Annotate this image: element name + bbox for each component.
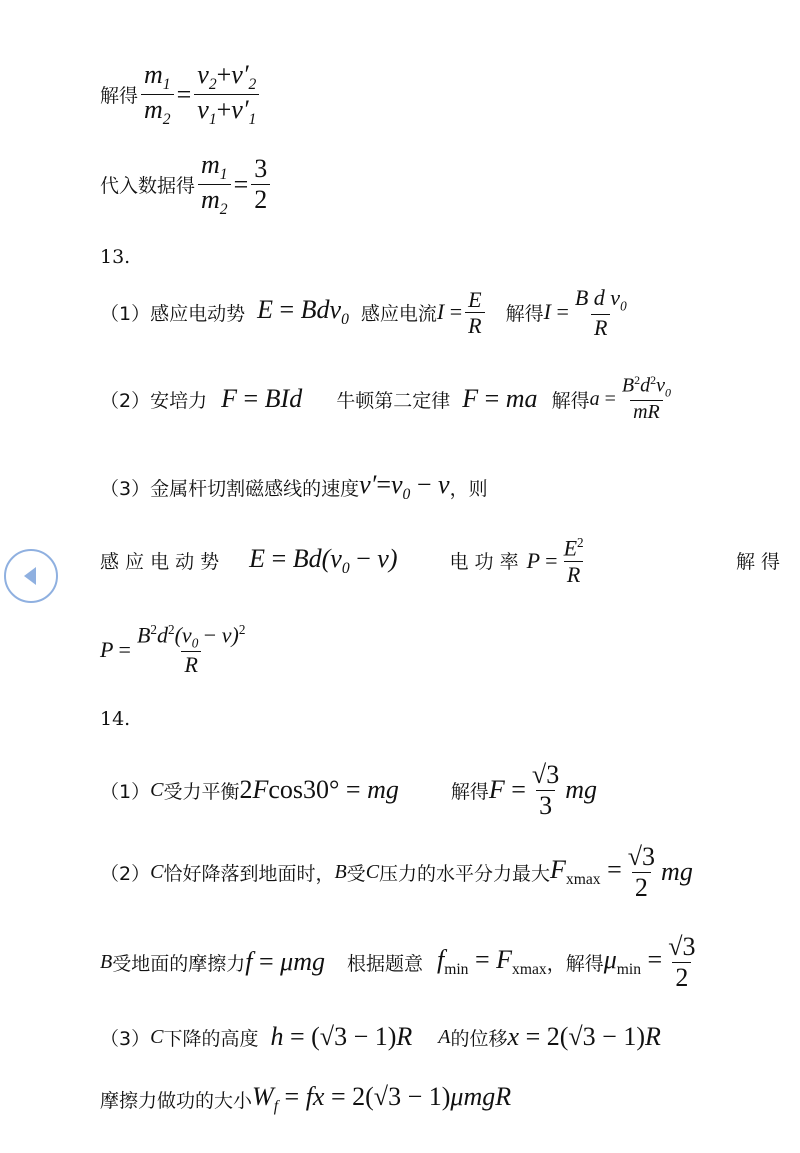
question-13-number: 13. (100, 246, 131, 268)
label-solve: 解得 (100, 85, 139, 108)
eq-power-result: P = $\frac{B^2d^2(v_0 - v)^2}{R}$ (100, 622, 246, 677)
q14-work: 摩擦力做功的大小 $W_f$ = fx = 2(√3 − 1)μmgR (100, 1082, 512, 1116)
q14-friction: B 受地面的摩擦力 f = μmg 根据题意 $f_{min} = F_{xmax}$ ，解得 $\mu_{min}$ = $\frac{√3}{2}$ (100, 932, 696, 992)
eq-mass-ratio: 解得 $\frac{m_1}{m_2}$ = $\frac{v_2+v'_2}{v_1+v'_1}$ (100, 60, 262, 129)
q14-part1: （1） C 受力平衡 2Fcos30° = mg 解得 F = $\frac{√3}{3}$ mg (100, 760, 597, 820)
q13-part2: （2）安培力 F = BId 牛顿第二定律 F = ma 解得 a = $\frac{B^2d^2v_0}{mR}$ (100, 373, 671, 424)
q14-part3: （3） C 下降的高度 h = (√3 − 1)R A 的位移 x = 2(√3 − 1)R (100, 1022, 661, 1051)
frac-m1-m2: $\frac{m_1}{m_2}$ (141, 60, 174, 129)
back-arrow-icon (18, 563, 44, 589)
back-button[interactable] (4, 549, 58, 603)
eq-mass-ratio-value: 代入数据得 $\frac{m_1}{m_2}$ = $\frac{3}{2}$ (100, 150, 273, 219)
q13-emf-power: 感 应 电 动 势 $E = Bd(v_0 - v)$ 电 功 率 P = $\frac{E^2}{R}$ 解 得 (100, 535, 780, 587)
q13-part1: （1）感应电动势 E = Bdv$_0$ 感应电流 I = $\frac{E}{R}$ 解得 I = $\frac{B d v_0}{R}$ (100, 285, 627, 340)
question-14-number: 14. (100, 708, 131, 730)
frac-velocities: $\frac{v_2+v'_2}{v_1+v'_1}$ (194, 60, 259, 129)
q14-part2: （2） C 恰好降落到地面时， B 受 C 压力的水平分力最大 $F_{xmax}$ = $\frac{√3}{2}$ mg (100, 842, 693, 902)
q13-part3: （3）金属杆切割磁感线的速度 $v'=v_0 - v$ ，则 (100, 470, 488, 504)
label-substitute: 代入数据得 (100, 175, 196, 198)
